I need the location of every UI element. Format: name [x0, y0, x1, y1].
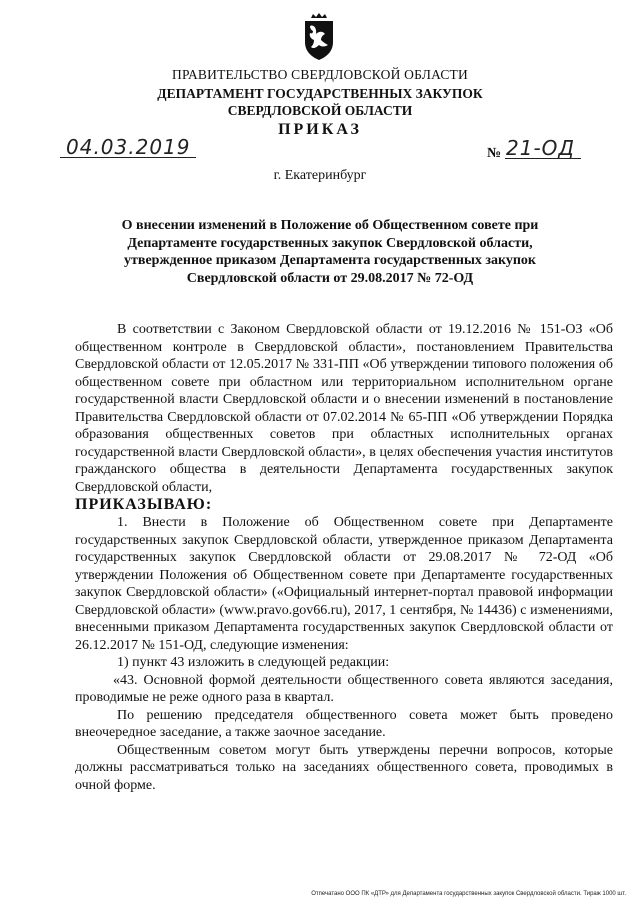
number-label: №	[487, 146, 502, 161]
extraordinary-meeting-paragraph: По решению председателя общественного совета может быть проведено внеочередное заседание, а также заочное заседание.	[75, 707, 613, 740]
date-underline	[60, 157, 196, 158]
department-name-line2: СВЕРДЛОВСКОЙ ОБЛАСТИ	[227, 103, 413, 118]
item-1-paragraph: 1. Внести в Положение об Общественном совете при Департаменте государственных закупок Свердловской области, утвержденное приказом Департамента государственных закупок Свердловской области от 29.08.2017 № 72-ОД «Об утверждении Положения об Общественном совете при Департаменте государственных закупок Свердловской области» («Официальный интернет-портал правовой информации Свердловской области» (www.pravo.gov66.ru), 2017, 1 сентября, № 14436) с изменениями, внесенными приказом Департамента государственных закупок Свердловской области от 26.12.2017 № 151-ОД, следующие изменения:	[75, 515, 613, 653]
document-type: ПРИКАЗ	[278, 121, 362, 138]
order-number: 21-ОД	[506, 136, 576, 160]
coat-of-arms-icon	[302, 12, 336, 62]
order-title: О внесении изменений в Положение об Общественном совете при Департаменте государственных закупок Свердловской области, утвержденное приказом Департамента государственных закупок Свердловской области от 29.08.2017 № 72-ОД	[121, 218, 539, 286]
subitem-1-paragraph: 1) пункт 43 изложить в следующей редакции:	[117, 655, 390, 670]
question-list-paragraph: Общественным советом могут быть утверждены перечни вопросов, которые должны рассматриваться только на заседаниях общественного совета, проводимых в очной форме.	[75, 742, 613, 793]
order-date: 04.03.2019	[66, 135, 191, 159]
print-footer: Отпечатано ООО ПК «ДТР» для Департамента государственных закупок Свердловской области. Тираж 1000 шт.	[311, 891, 626, 897]
document-body	[75, 321, 613, 794]
department-name-line1: ДЕПАРТАМЕНТ ГОСУДАРСТВЕННЫХ ЗАКУПОК	[157, 86, 483, 101]
order-directive: ПРИКАЗЫВАЮ:	[75, 496, 213, 513]
quote-43-paragraph: «43. Основной формой деятельности общественного совета являются заседания, проводимые не реже одного раза в квартал.	[75, 672, 613, 705]
number-underline	[505, 158, 581, 159]
preamble-paragraph: В соответствии с Законом Свердловской области от 19.12.2016 № 151-ОЗ «Об общественном контроле в Свердловской области», постановлением Правительства Свердловской области от 12.05.2017 № 331-ПП «Об утверждении типового положения об общественном совете при областном или территориальном исполнительном органе государственной власти Свердловской области и о внесении изменений в постановление Правительства Свердловской области от 07.02.2014 № 65-ПП «Об утверждении Порядка образования общественных советов при областных исполнительных органах государственной власти Свердловской области», в целях обеспечения участия институтов гражданского общества в деятельности Департамента государственных закупок Свердловской области,	[75, 322, 613, 495]
government-name: ПРАВИТЕЛЬСТВО СВЕРДЛОВСКОЙ ОБЛАСТИ	[172, 67, 468, 82]
city: г. Екатеринбург	[273, 168, 367, 183]
